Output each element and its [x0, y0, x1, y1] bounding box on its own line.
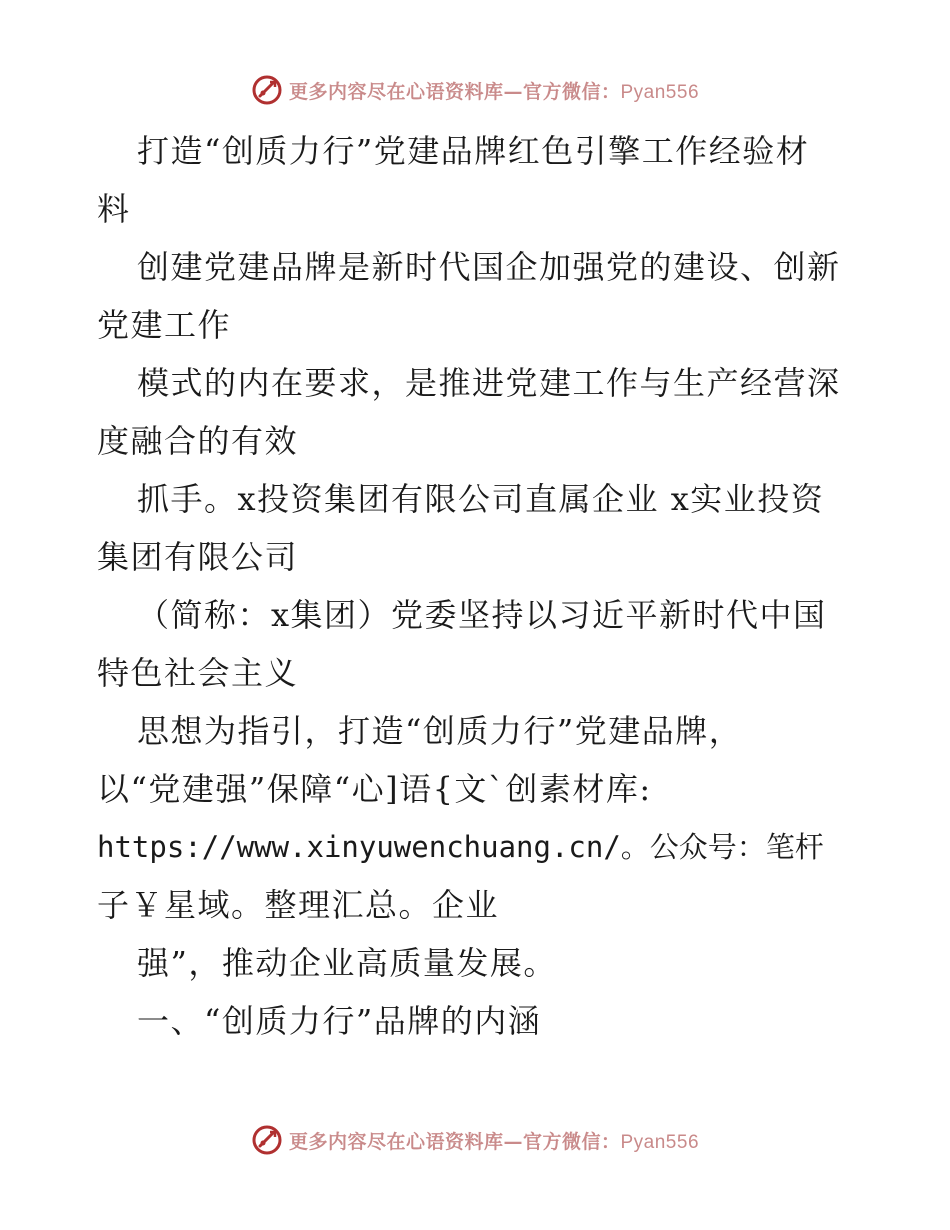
- text-line-9: （简称：x集团）党委坚持以习近平新时代中国: [137, 596, 827, 634]
- footer-banner: [0, 1120, 950, 1160]
- header-banner: [0, 70, 950, 110]
- text-line-title-1: 打造“创质力行”党建品牌红色引擎工作经验材: [137, 132, 810, 170]
- text-line-12: 以“党建强”保障“心]语{文`创素材库:: [97, 770, 652, 808]
- brand-logo-icon: [251, 1124, 283, 1156]
- document-body: [97, 122, 857, 1050]
- footer-banner-text: 更多内容尽在心语资料库—官方微信：: [288, 1130, 621, 1153]
- header-banner-text: 更多内容尽在心语资料库—官方微信：: [288, 80, 621, 103]
- footer-wechat-id: Pyan556: [620, 1131, 700, 1153]
- text-line-14: 子￥星域。整理汇总。企业: [97, 886, 500, 924]
- text-line-11: 思想为指引，打造“创质力行”党建品牌，: [137, 712, 743, 750]
- text-line-10: 特色社会主义: [97, 654, 299, 692]
- text-line-5: 模式的内在要求，是推进党建工作与生产经营深: [137, 364, 841, 402]
- text-line-6: 度融合的有效: [97, 422, 299, 460]
- header-wechat-id: Pyan556: [620, 81, 700, 103]
- text-line-url: https://www.xinyuwenchuang.cn/。公众号：笔杆: [97, 830, 824, 864]
- text-line-7: 抓手。x投资集团有限公司直属企业 x实业投资: [137, 480, 825, 518]
- brand-logo-icon: [251, 74, 283, 106]
- text-line-title-2: 料: [97, 190, 131, 228]
- text-line-8: 集团有限公司: [97, 538, 299, 576]
- text-line-15: 强”，推动企业高质量发展。: [137, 944, 557, 982]
- section-heading-1: 一、“创质力行”品牌的内涵: [137, 1002, 542, 1040]
- text-line-3: 创建党建品牌是新时代国企加强党的建设、创新: [137, 248, 841, 286]
- text-line-4: 党建工作: [97, 306, 232, 344]
